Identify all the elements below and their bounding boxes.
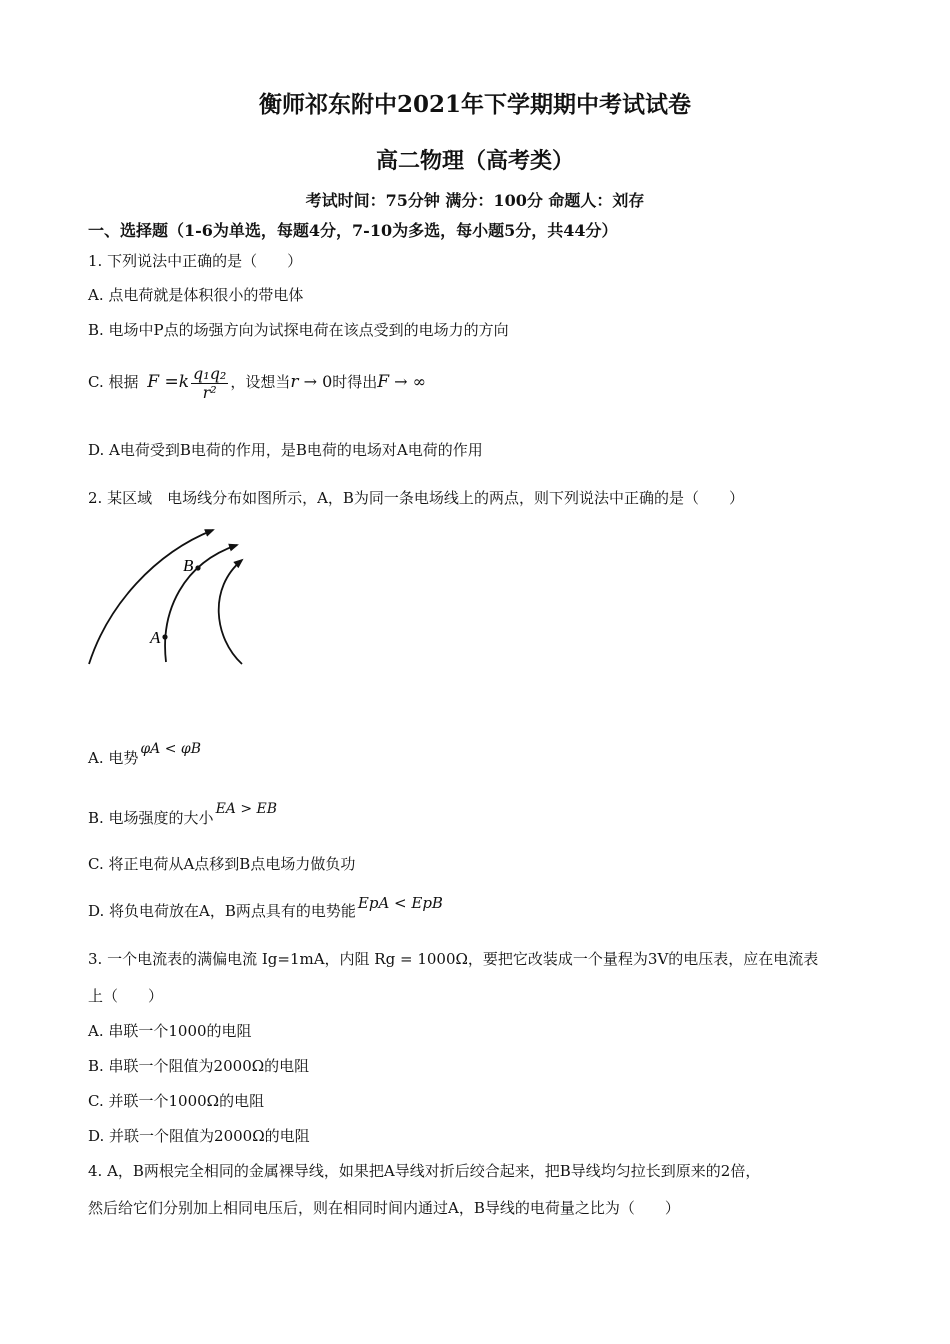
q1-option-d: D. A电荷受到B电荷的作用，是B电荷的电场对A电荷的作用 <box>88 441 483 459</box>
q2-option-a <box>88 741 202 769</box>
q4-stem-line1: 4. A，B两根完全相同的金属裸导线，如果把A导线对折后绞合起来，把B导线均匀拉长到原来的2倍， <box>88 1162 761 1180</box>
formula-F: F <box>147 372 160 392</box>
q1-option-c <box>88 362 426 402</box>
formula-numerator: q₁q₂ <box>193 363 227 383</box>
q2-option-d <box>88 894 443 921</box>
q4-stem-line2: 然后给它们分别加上相同电压后，则在相同时间内通过A，B导线的电荷量之比为（ ） <box>88 1199 680 1217</box>
formula-fraction <box>191 365 228 402</box>
q1-option-a: A. 点电荷就是体积很小的带电体 <box>88 286 304 304</box>
q2-option-d-prefix: D. 将负电荷放在A，B两点具有的电势能 <box>88 902 356 920</box>
exam-title: 衡师祁东附中2021年下学期期中考试试卷 <box>258 91 691 118</box>
q3-stem-line2: 上（ ） <box>88 987 164 1005</box>
q3-option-a: A. 串联一个1000的电阻 <box>88 1022 252 1040</box>
point-B-label: B <box>183 556 194 575</box>
formula-denominator: r² <box>202 382 217 402</box>
q1-option-c-mid2: 时得出 <box>332 373 378 391</box>
q3-option-b: B. 串联一个阻值为2000Ω的电阻 <box>88 1057 310 1075</box>
formula-equals: = <box>159 372 179 392</box>
formula-F-limit: → ∞ <box>389 372 426 391</box>
q1-option-c-mid: ，设想当 <box>230 373 291 391</box>
q2-option-d-math: EpA < EpB <box>357 894 443 912</box>
q2-option-b-prefix: B. 电场强度的大小 <box>88 809 214 827</box>
formula-k: k <box>178 372 190 392</box>
q2-option-c: C. 将正电荷从A点移到B点电场力做负功 <box>88 855 356 873</box>
point-B-dot <box>195 565 200 570</box>
formula-F2: F <box>377 372 390 392</box>
q3-stem-line1: 3. 一个电流表的满偏电流 Ig=1mA，内阻 Rg = 1000Ω，要把它改装成一个量程为3V的电压表，应在电流表 <box>88 950 819 968</box>
electric-field-lines-figure <box>80 525 260 675</box>
q2-option-a-math: φA < φB <box>140 741 202 757</box>
q2-option-a-prefix: A. 电势 <box>88 749 139 767</box>
formula-r: r <box>290 372 299 392</box>
q1-option-b: B. 电场中P点的场强方向为试探电荷在该点受到的电场力的方向 <box>88 321 509 339</box>
q2-option-b <box>88 801 278 829</box>
point-A-dot <box>162 634 167 639</box>
q3-option-c: C. 并联一个1000Ω的电阻 <box>88 1092 265 1110</box>
section-heading: 一、选择题（1-6为单选，每题4分，7-10为多选，每小题5分，共44分） <box>88 221 618 240</box>
point-A-label: A <box>150 628 161 647</box>
q2-stem: 2. 某区域 电场线分布如图所示，A，B为同一条电场线上的两点，则下列说法中正确的是（ ） <box>88 489 744 507</box>
q3-option-d: D. 并联一个阻值为2000Ω的电阻 <box>88 1127 310 1145</box>
exam-info: 考试时间：75分钟 满分：100分 命题人：刘存 <box>305 191 645 210</box>
exam-subtitle: 高二物理（高考类） <box>375 148 574 174</box>
q1-option-c-prefix: C. 根据 <box>88 373 139 391</box>
field-line-right <box>219 560 242 664</box>
q2-option-b-math: EA > EB <box>215 801 278 817</box>
q1-stem: 1. 下列说法中正确的是（ ） <box>88 252 303 270</box>
formula-r-limit: → 0 <box>298 372 333 391</box>
